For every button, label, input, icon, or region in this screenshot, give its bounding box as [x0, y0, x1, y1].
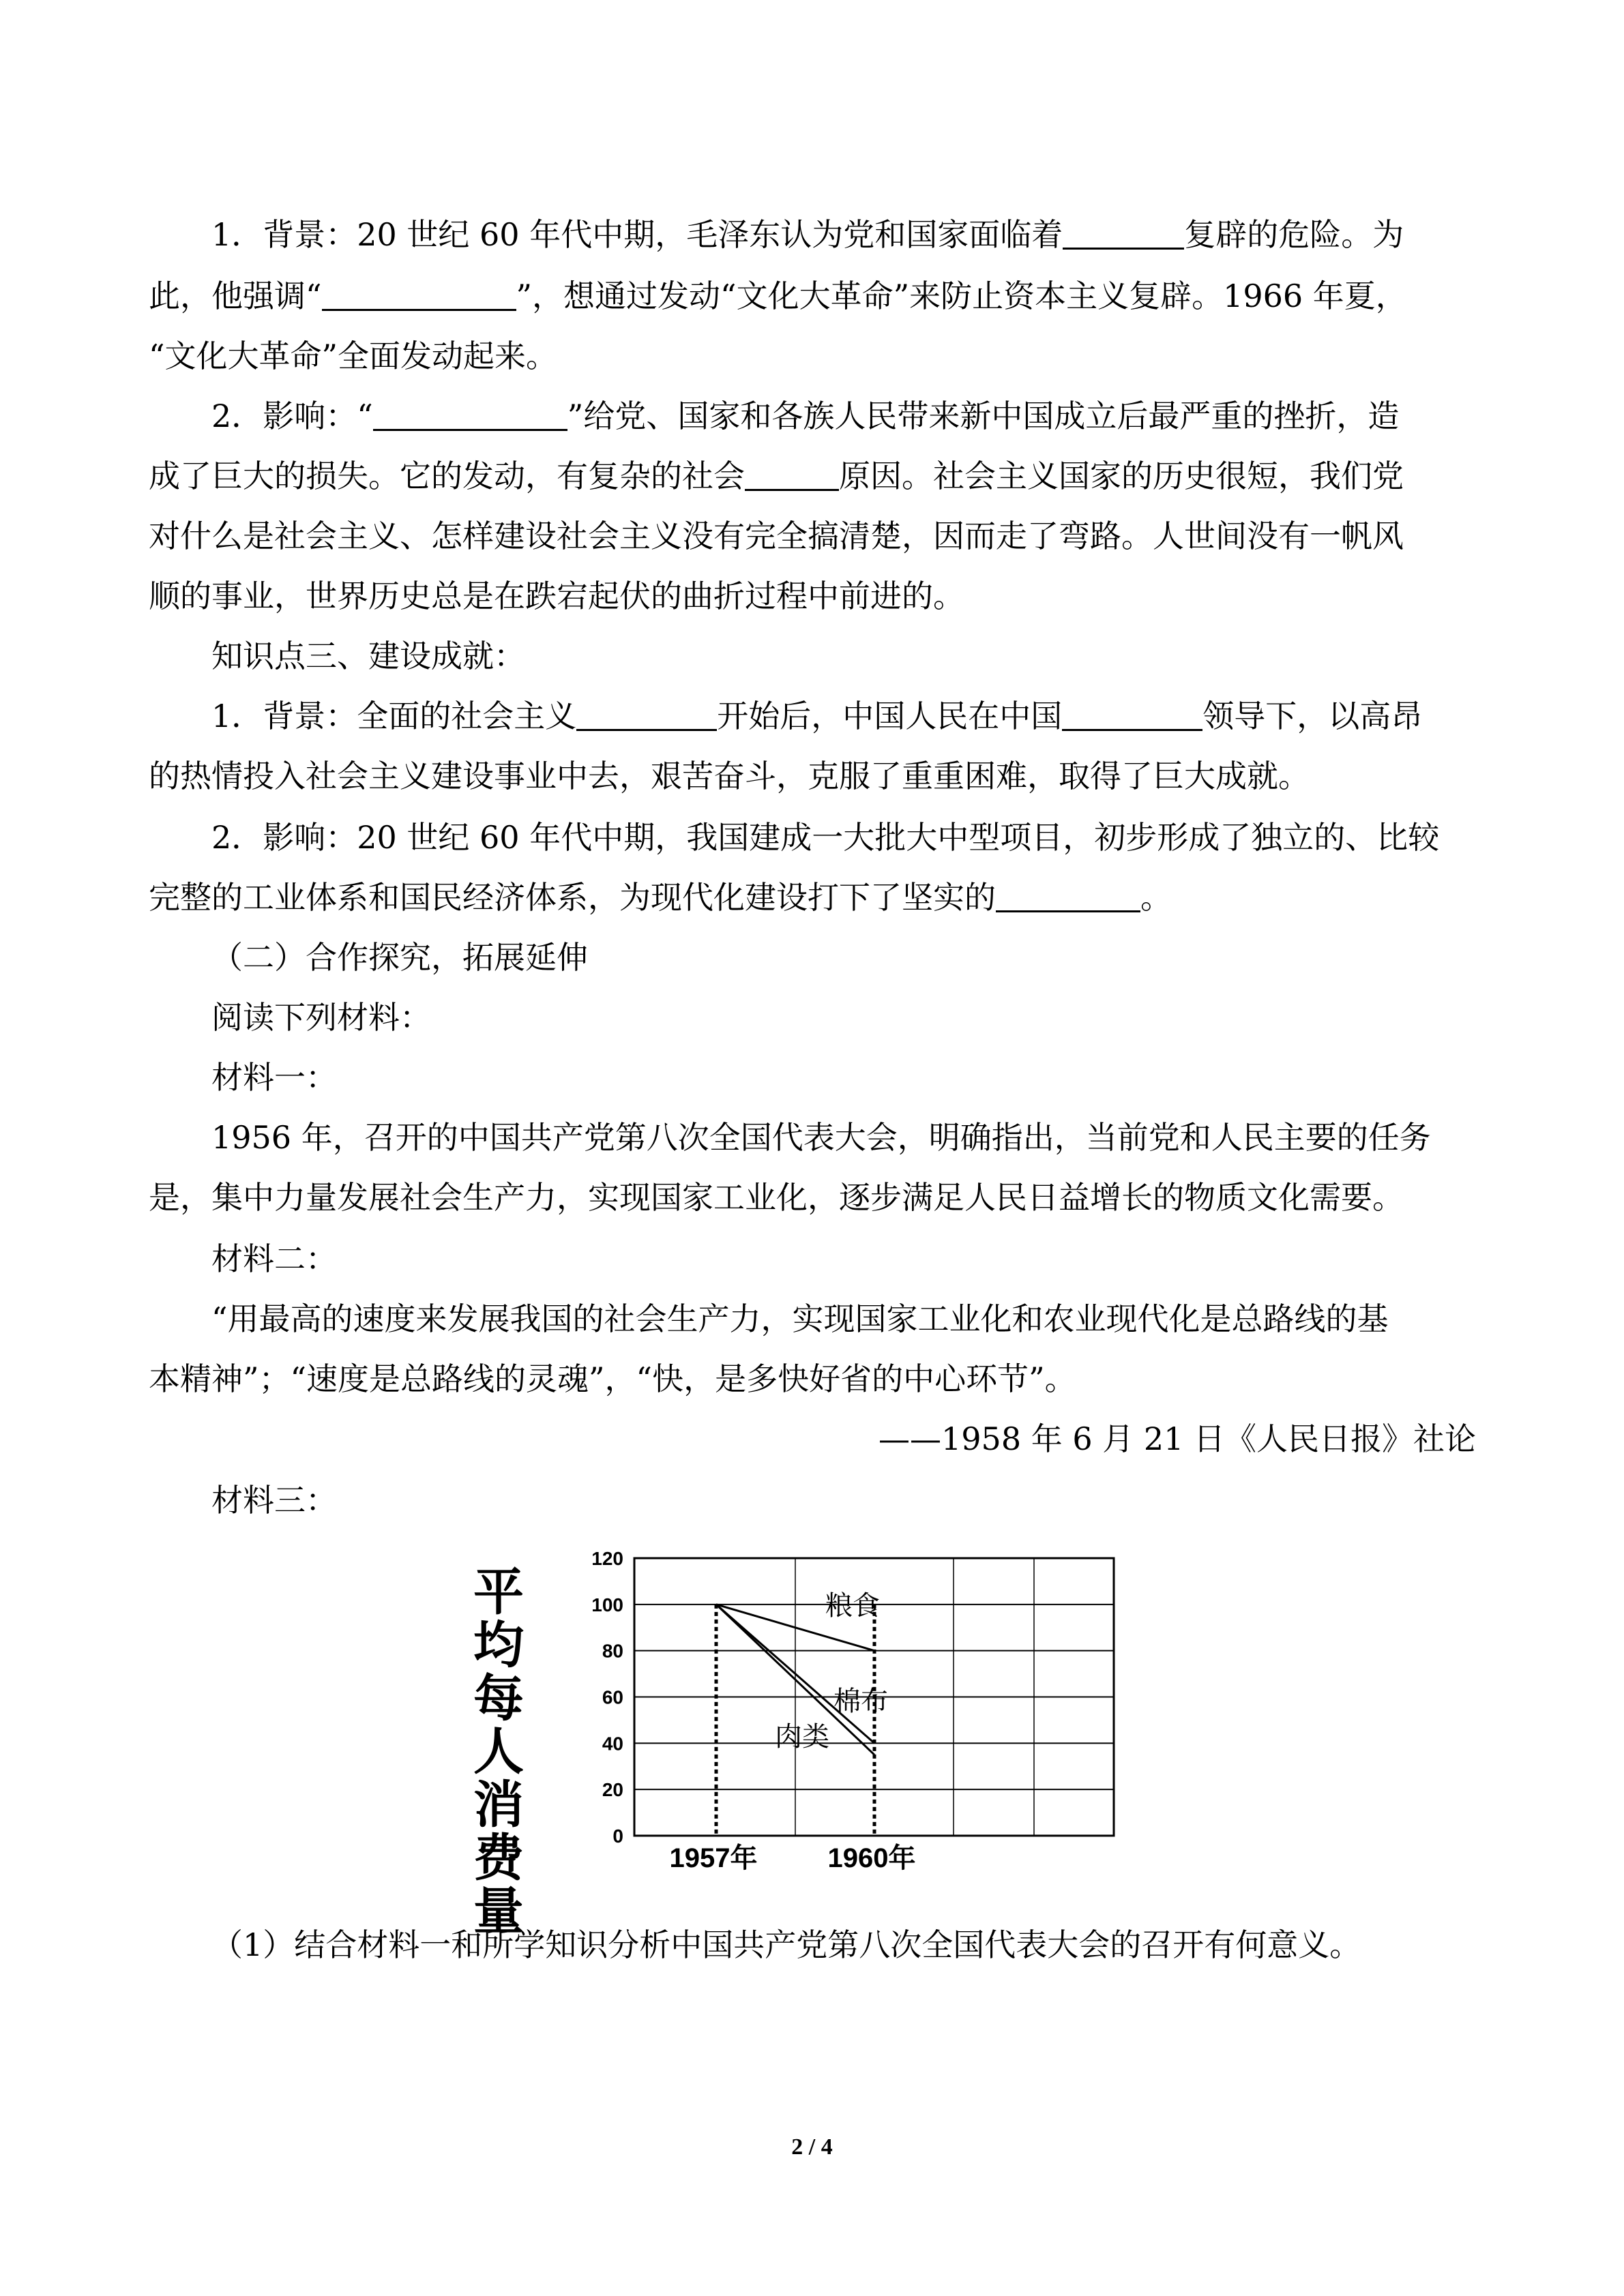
page-number: 2 / 4	[791, 2134, 833, 2160]
para2-line2	[149, 446, 1476, 507]
text: 领导下，以高昂	[1202, 698, 1423, 734]
para3-line2	[149, 746, 1476, 807]
fill-blank[interactable]	[322, 273, 516, 311]
para1-line1	[149, 205, 1476, 265]
para2-line3	[149, 506, 1476, 567]
text: 2．影响：20 世纪 60 年代中期，我国建成一大批大中型项目，初步形成了独立的、比较	[211, 819, 1440, 856]
text: 顺的事业，世界历史总是在跌宕起伏的曲折过程中前进的。	[149, 578, 964, 614]
part2-heading	[149, 927, 1476, 988]
material2-line1	[149, 1289, 1476, 1350]
y-tick-label: 0	[612, 1825, 623, 1847]
y-tick-label: 40	[602, 1733, 623, 1755]
fill-blank[interactable]	[373, 393, 567, 431]
text: “用最高的速度来发展我国的社会生产力，实现国家工业化和农业现代化是总路线的基	[211, 1300, 1389, 1337]
text: 的热情投入社会主义建设事业中去，艰苦奋斗，克服了重重困难，取得了巨大成就。	[149, 758, 1310, 794]
para1-line3	[149, 326, 1476, 387]
text: 材料一：	[211, 1059, 337, 1096]
text: 1．背景：全面的社会主义	[211, 698, 577, 734]
text: 知识点三、建设成就：	[211, 638, 525, 674]
question-1	[149, 1915, 1476, 1976]
text: “文化大革命”全面发动起来。	[149, 338, 558, 374]
y-tick-label: 80	[602, 1640, 623, 1662]
para2-line1	[149, 386, 1476, 447]
text: 1．背景：20 世纪 60 年代中期，毛泽东认为党和国家面临着	[211, 216, 1063, 253]
y-tick-label: 60	[602, 1686, 623, 1708]
material3-label	[149, 1470, 1476, 1531]
y-tick-label: 120	[591, 1548, 623, 1569]
text: ——1958 年 6 月 21 日《人民日报》社论	[879, 1420, 1476, 1457]
material2-label	[149, 1229, 1476, 1289]
text: ”给党、国家和各族人民带来新中国成立后最严重的挫折，造	[567, 398, 1400, 434]
fill-blank[interactable]	[745, 453, 839, 491]
x-tick-label: 1957年	[669, 1843, 758, 1873]
text: 成了巨大的损失。它的发动，有复杂的社会	[149, 458, 745, 494]
para4-line1	[149, 807, 1476, 868]
read-materials	[149, 987, 1476, 1048]
text: 2．影响：“	[211, 398, 373, 434]
material2-line2	[149, 1349, 1476, 1410]
series-label: 肉类	[775, 1721, 829, 1753]
series-label: 棉布	[833, 1686, 888, 1717]
y-tick-label: 100	[591, 1594, 623, 1615]
text: 复辟的危险。为	[1184, 216, 1404, 253]
chart-svg	[443, 1534, 1228, 1903]
text: 此，他强调“	[149, 278, 322, 314]
text: 是，集中力量发展社会生产力，实现国家工业化，逐步满足人民日益增长的物质文化需要。	[149, 1179, 1404, 1216]
text: 材料三：	[211, 1482, 337, 1519]
material2-source	[149, 1409, 1476, 1470]
text: 对什么是社会主义、怎样建设社会主义没有完全搞清楚，因而走了弯路。人世间没有一帆风	[149, 518, 1404, 554]
para3-line1	[149, 686, 1476, 747]
para1-line2	[149, 266, 1476, 327]
consumption-chart	[443, 1534, 1228, 1941]
fill-blank[interactable]	[576, 694, 717, 731]
text: 开始后，中国人民在中国	[717, 698, 1063, 734]
material1-line1	[149, 1107, 1476, 1168]
para4-line2	[149, 867, 1476, 928]
text: 本精神”；“速度是总路线的灵魂”，“快，是多快好省的中心环节”。	[149, 1360, 1076, 1397]
text: 材料二：	[211, 1240, 337, 1277]
chart-ylabel: 平均每人消费量	[473, 1563, 524, 1941]
fill-blank[interactable]	[1062, 694, 1202, 731]
fill-blank[interactable]	[1063, 212, 1184, 250]
text: 阅读下列材料：	[211, 999, 431, 1036]
text: 1956 年，召开的中国共产党第八次全国代表大会，明确指出，当前党和人民主要的任务	[211, 1119, 1431, 1156]
material1-line2	[149, 1167, 1476, 1228]
fill-blank[interactable]	[996, 875, 1140, 912]
text: 完整的工业体系和国民经济体系，为现代化建设打下了坚实的	[149, 879, 996, 916]
text: （二）合作探究，拓展延伸	[211, 939, 588, 976]
y-tick-label: 20	[602, 1779, 623, 1801]
text: ”，想通过发动“文化大革命”来防止资本主义复辟。1966 年夏，	[516, 278, 1407, 314]
text: （1）结合材料一和所学知识分析中国共产党第八次全国代表大会的召开有何意义。	[211, 1926, 1361, 1963]
material1-label	[149, 1047, 1476, 1108]
text: 原因。社会主义国家的历史很短，我们党	[839, 458, 1404, 494]
series-label: 粮食	[825, 1590, 880, 1622]
x-tick-label: 1960年	[827, 1843, 916, 1873]
section3-heading	[149, 626, 1476, 687]
text: 。	[1140, 879, 1172, 916]
para2-line4	[149, 566, 1476, 627]
